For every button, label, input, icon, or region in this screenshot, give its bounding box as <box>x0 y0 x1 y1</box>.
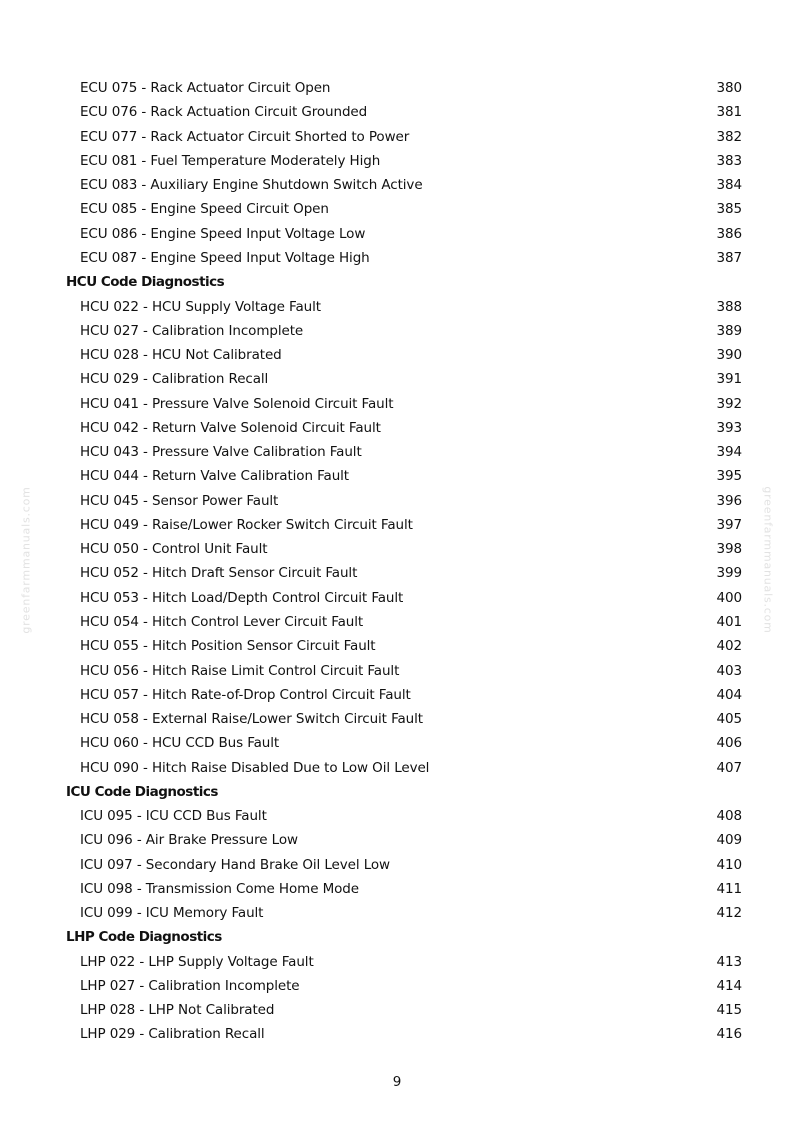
toc-entry <box>66 1022 742 1046</box>
toc-entry-title: HCU 043 - Pressure Valve Calibration Fault <box>80 444 362 461</box>
toc-page-number: 389 <box>716 322 742 339</box>
toc-entry-title: ECU 076 - Rack Actuation Circuit Grounded <box>80 104 368 121</box>
toc-page-number: 384 <box>716 177 742 194</box>
toc-entry-title: ECU 075 - Rack Actuator Circuit Open <box>80 80 331 97</box>
toc-heading-title: HCU Code Diagnostics <box>66 274 225 291</box>
toc-page-number: 385 <box>716 201 742 218</box>
toc-page-number: 406 <box>716 735 742 752</box>
toc-page-number: 380 <box>716 80 742 97</box>
toc-entry <box>66 149 742 173</box>
toc-entry <box>66 464 742 488</box>
toc-entry <box>66 901 742 925</box>
toc-entry <box>66 343 742 367</box>
toc-entry <box>66 804 742 828</box>
toc-page-number: 381 <box>716 104 742 121</box>
toc-page-number: 412 <box>716 905 742 922</box>
toc-page-number: 404 <box>716 686 742 703</box>
toc-entry <box>66 828 742 852</box>
toc-heading-title: LHP Code Diagnostics <box>66 929 222 946</box>
toc-entry <box>66 853 742 877</box>
toc-page-number: 396 <box>716 492 742 509</box>
toc-page-number: 394 <box>716 444 742 461</box>
toc-page-number: 398 <box>716 541 742 558</box>
toc-entry <box>66 294 742 318</box>
toc-page-number: 390 <box>716 347 742 364</box>
toc-entry <box>66 440 742 464</box>
toc-entry <box>66 683 742 707</box>
toc-entry <box>66 222 742 246</box>
toc-entry <box>66 367 742 391</box>
toc-page-number: 383 <box>716 152 742 169</box>
toc-entry-title: HCU 045 - Sensor Power Fault <box>80 492 279 509</box>
toc-entry <box>66 974 742 998</box>
toc-section-heading <box>66 925 742 949</box>
toc-entry-title: HCU 028 - HCU Not Calibrated <box>80 347 282 364</box>
toc-entry-title: ICU 097 - Secondary Hand Brake Oil Level Low <box>80 856 390 873</box>
toc-entry-title: ECU 083 - Auxiliary Engine Shutdown Switch Active <box>80 177 423 194</box>
toc-entry-title: HCU 050 - Control Unit Fault <box>80 541 268 558</box>
toc-entry <box>66 634 742 658</box>
toc-entry-title: LHP 022 - LHP Supply Voltage Fault <box>80 953 314 970</box>
toc-entry-title: HCU 057 - Hitch Rate-of-Drop Control Circuit Fault <box>80 686 411 703</box>
toc-entry <box>66 416 742 440</box>
toc-entry-title: HCU 058 - External Raise/Lower Switch Circuit Fault <box>80 711 423 728</box>
toc-entry-title: HCU 056 - Hitch Raise Limit Control Circuit Fault <box>80 662 400 679</box>
toc-page-number: 416 <box>716 1026 742 1043</box>
toc-entry <box>66 319 742 343</box>
toc-entry <box>66 731 742 755</box>
toc-entry <box>66 391 742 415</box>
toc-heading-title: ICU Code Diagnostics <box>66 783 218 800</box>
toc-entry <box>66 610 742 634</box>
toc-entry <box>66 561 742 585</box>
toc-entry <box>66 998 742 1022</box>
toc-entry-title: HCU 044 - Return Valve Calibration Fault <box>80 468 349 485</box>
toc-entry-title: HCU 055 - Hitch Position Sensor Circuit Fault <box>80 638 376 655</box>
toc-page-number: 415 <box>716 1002 742 1019</box>
toc-page-number: 402 <box>716 638 742 655</box>
toc-page-number: 414 <box>716 977 742 994</box>
toc-page-number: 382 <box>716 128 742 145</box>
toc-entry-title: HCU 054 - Hitch Control Lever Circuit Fault <box>80 613 364 630</box>
watermark-left: greenfarmmanuals.com <box>19 486 33 634</box>
toc-entry-title: ECU 087 - Engine Speed Input Voltage High <box>80 249 370 266</box>
toc-entry-title: HCU 027 - Calibration Incomplete <box>80 322 304 339</box>
toc-entry <box>66 197 742 221</box>
toc-entry-title: HCU 042 - Return Valve Solenoid Circuit Fault <box>80 419 381 436</box>
toc-entry-title: HCU 049 - Raise/Lower Rocker Switch Circuit Fault <box>80 516 413 533</box>
toc-entry-title: HCU 022 - HCU Supply Voltage Fault <box>80 298 321 315</box>
toc-page-number: 413 <box>716 953 742 970</box>
toc-page-number: 393 <box>716 419 742 436</box>
toc-entry-title: ECU 081 - Fuel Temperature Moderately High <box>80 152 381 169</box>
toc-entry-title: ECU 085 - Engine Speed Circuit Open <box>80 201 329 218</box>
table-of-contents <box>66 76 742 1047</box>
toc-page-number: 408 <box>716 808 742 825</box>
toc-entry-title: LHP 028 - LHP Not Calibrated <box>80 1002 275 1019</box>
toc-entry-title: HCU 060 - HCU CCD Bus Fault <box>80 735 280 752</box>
toc-entry-title: HCU 041 - Pressure Valve Solenoid Circuit Fault <box>80 395 394 412</box>
page-number: 9 <box>392 1074 402 1090</box>
toc-page-number: 410 <box>716 856 742 873</box>
toc-page-number: 397 <box>716 516 742 533</box>
toc-entry <box>66 246 742 270</box>
toc-entry <box>66 489 742 513</box>
toc-page-number: 387 <box>716 249 742 266</box>
toc-entry <box>66 513 742 537</box>
toc-entry-title: ECU 086 - Engine Speed Input Voltage Low <box>80 225 366 242</box>
toc-entry-title: HCU 029 - Calibration Recall <box>80 371 269 388</box>
toc-entry-title: HCU 090 - Hitch Raise Disabled Due to Low Oil Level <box>80 759 430 776</box>
toc-entry-title: ICU 095 - ICU CCD Bus Fault <box>80 808 267 825</box>
toc-entry <box>66 877 742 901</box>
toc-page-number: 401 <box>716 613 742 630</box>
toc-entry-title: ICU 099 - ICU Memory Fault <box>80 905 264 922</box>
toc-page-number: 399 <box>716 565 742 582</box>
toc-entry <box>66 658 742 682</box>
toc-entry <box>66 950 742 974</box>
toc-entry <box>66 173 742 197</box>
toc-entry-title: HCU 053 - Hitch Load/Depth Control Circuit Fault <box>80 589 404 606</box>
toc-page-number: 403 <box>716 662 742 679</box>
toc-entry-title: ICU 096 - Air Brake Pressure Low <box>80 832 298 849</box>
watermark-right: greenfarmmanuals.com <box>761 486 775 634</box>
toc-entry <box>66 707 742 731</box>
toc-entry <box>66 76 742 100</box>
toc-entry <box>66 586 742 610</box>
toc-page-number: 395 <box>716 468 742 485</box>
toc-page-number: 411 <box>716 880 742 897</box>
toc-entry-title: LHP 027 - Calibration Incomplete <box>80 977 300 994</box>
toc-page-number: 386 <box>716 225 742 242</box>
toc-entry <box>66 125 742 149</box>
toc-page-number: 391 <box>716 371 742 388</box>
toc-entry-title: ECU 077 - Rack Actuator Circuit Shorted to Power <box>80 128 410 145</box>
toc-entry <box>66 100 742 124</box>
toc-entry-title: ICU 098 - Transmission Come Home Mode <box>80 880 359 897</box>
toc-entry <box>66 755 742 779</box>
toc-page-number: 392 <box>716 395 742 412</box>
toc-entry-title: LHP 029 - Calibration Recall <box>80 1026 265 1043</box>
toc-page-number: 409 <box>716 832 742 849</box>
toc-entry-title: HCU 052 - Hitch Draft Sensor Circuit Fault <box>80 565 358 582</box>
toc-page-number: 388 <box>716 298 742 315</box>
toc-page-number: 400 <box>716 589 742 606</box>
toc-page-number: 407 <box>716 759 742 776</box>
toc-section-heading <box>66 780 742 804</box>
toc-page-number: 405 <box>716 711 742 728</box>
toc-section-heading <box>66 270 742 294</box>
toc-entry <box>66 537 742 561</box>
